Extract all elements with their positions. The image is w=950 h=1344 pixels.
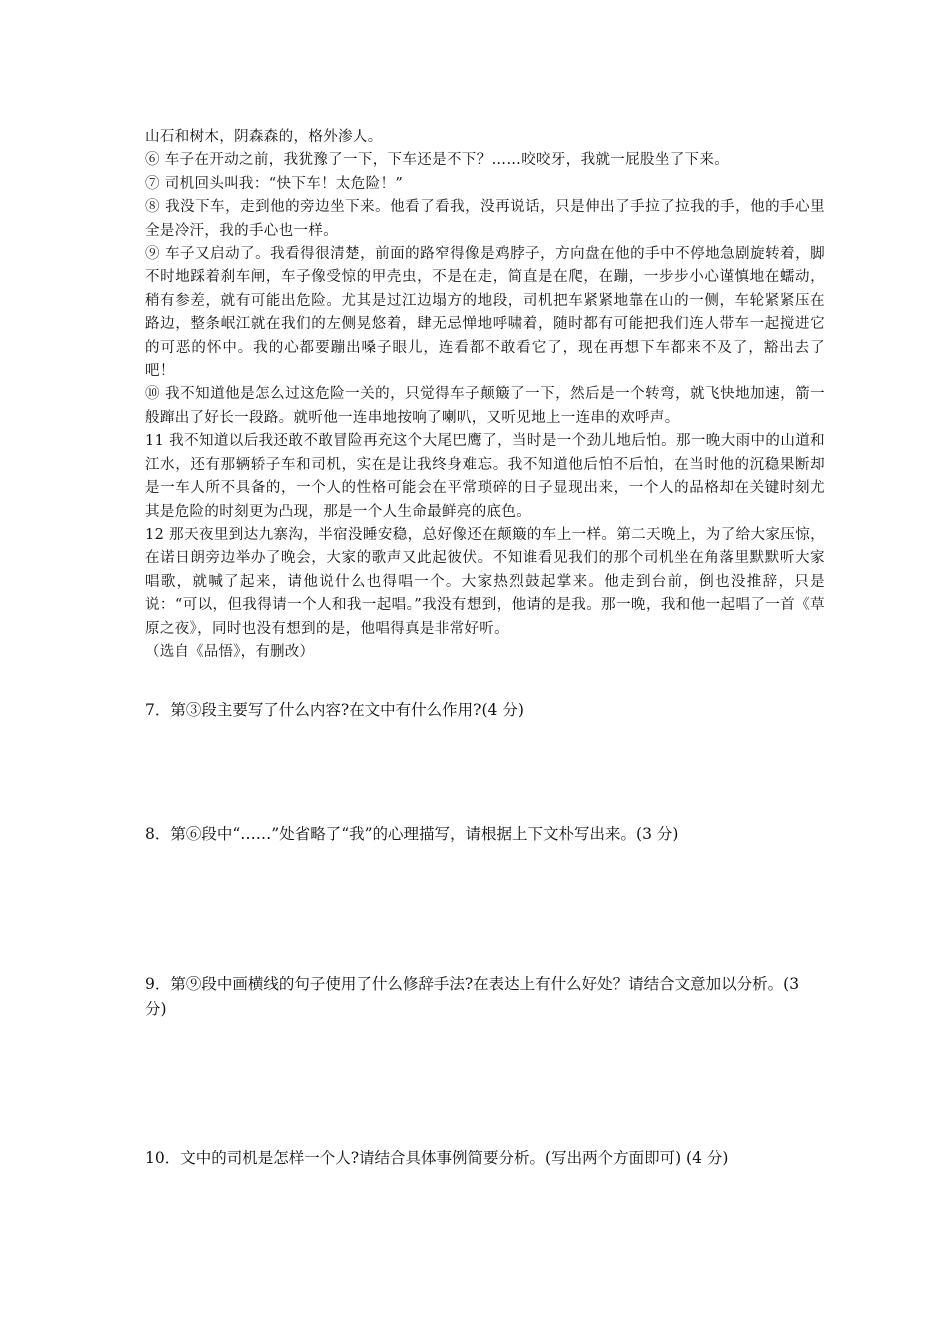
paragraph-7: ⑦ 司机回头叫我：“快下车！太危险！” — [145, 175, 404, 192]
paragraph-5-tail: 山石和树木，阴森森的，格外渗人。 — [145, 129, 383, 145]
paragraph-6: ⑥ 车子在开动之前，我犹豫了一下，下车还是不下？……咬咬牙，我就一屁股坐了下来。 — [145, 152, 730, 169]
reading-passage — [145, 126, 825, 664]
paragraph-11: 11 我不知道以后我还敢不敢冒险再充这个大尾巴鹰了，当时是一个劲儿地后怕。那一晚大雨中的山道和江水，还有那辆轿子车和司机，实在是让我终身难忘。我不知道他后怕不后怕，在当时他的沉稳果断却是一车人所不具备的，一个人的性格可能会在平常琐碎的日子显现出来，一个人的品格却在关键时刻尤其是危险的时刻更为凸现，那是一个人生命最鲜亮的底色。 — [145, 433, 825, 520]
question-8: 8．第⑥段中“……”处省略了“我”的心理描写，请根据上下文朴写出来。(3 分) — [145, 825, 679, 843]
question-10: 10．文中的司机是怎样一个人?请结合具体事例简要分析。(写出两个方面即可) (4 分) — [145, 1149, 729, 1167]
question-7: 7．第③段主要写了什么内容?在文中有什么作用?(4 分) — [145, 701, 524, 719]
paragraph-8: ⑧ 我没下车，走到他的旁边坐下来。他看了看我，没再说话，只是伸出了手拉了拉我的手，他的手心里全是冷汗，我的手心也一样。 — [145, 199, 825, 239]
paragraph-12: 12 那天夜里到达九寨沟，半宿没睡安稳，总好像还在颠簸的车上一样。第二天晚上，为了给大家压惊，在诺日朗旁边举办了晚会，大家的歌声又此起彼伏。不知谁看见我们的那个司机坐在角落里默默听大家唱歌，就喊了起来，请他说什么也得唱一个。大家热烈鼓起掌来。他走到台前，倒也没推辞，只是说：“可以，但我得请一个人和我一起唱。”我没有想到，他请的是我。那一晚，我和他一起唱了一首《草原之夜》，同时也没有想到的是，他唱得真是非常好听。 — [145, 526, 825, 637]
paragraph-9: ⑨ 车子又启动了。我看得很清楚，前面的路窄得像是鸡脖子，方向盘在他的手中不停地急剧旋转着，脚不时地踩着刹车闸，车子像受惊的甲壳虫，不是在走，简直是在爬，在蹦，一步步小心谨慎地在蠕动，稍有参差，就有可能出危险。尤其是过江边塌方的地段，司机把车紧紧地靠在山的一侧，车轮紧紧压在路边，整条岷江就在我们的左侧晃悠着，肆无忌惮地呼啸着，随时都有可能把我们连人带车一起搅进它的可恶的怀中。我的心都要蹦出嗓子眼儿，连看都不敢看它了，现在再想下车都来不及了，豁出去了吧！ — [145, 246, 825, 380]
source-note: （选自《品悟》，有删改） — [145, 643, 315, 660]
paragraph-10: ⑩ 我不知道他是怎么过这危险一关的，只觉得车子颠簸了一下，然后是一个转弯，就飞快地加速，箭一般蹿出了好长一段路。就听他一连串地按响了喇叭，又听见地上一连串的欢呼声。 — [145, 386, 825, 426]
question-9: 9．第⑨段中画横线的句子使用了什么修辞手法?在表达上有什么好处？请结合文意加以分析。(3 分) — [145, 975, 800, 1018]
